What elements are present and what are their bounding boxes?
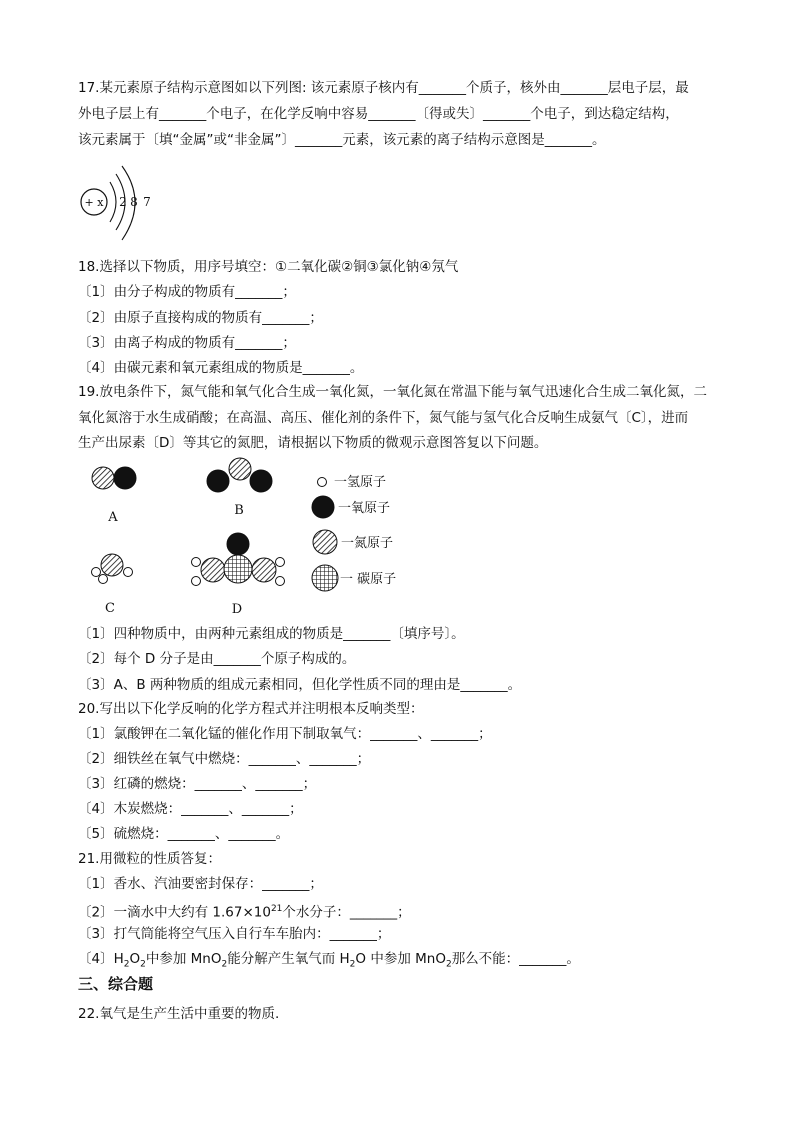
subscript: 2	[445, 959, 452, 970]
subscript: 2	[349, 959, 356, 970]
q18-line-5: 〔4〕由碳元素和氧元素组成的物质是_______。	[78, 360, 364, 376]
q19-question-2: 〔2〕每个 D 分子是由_______个原子构成的。	[78, 651, 356, 667]
shell-arc-1	[110, 182, 116, 222]
label-a: A	[108, 510, 118, 525]
legend	[312, 475, 396, 591]
q20-line-2: 〔1〕氯酸钾在二氧化锰的催化作用下制取氧气：_______、_______；	[78, 726, 492, 742]
shell-3-electrons: 7	[143, 195, 151, 209]
q21-line-3	[78, 900, 411, 922]
q22-line-1: 22.氧气是生产生活中重要的物质.	[78, 1006, 280, 1022]
label-b: B	[234, 503, 244, 518]
hydrogen-atom	[92, 568, 101, 577]
nitrogen-atom	[252, 558, 276, 582]
q17-line-3: 该元素属于〔填“金属”或“非金属”〕_______元素，该元素的离子结构示意图是_______。	[78, 132, 606, 148]
oxygen-atom	[207, 470, 229, 492]
molecule-a	[92, 467, 136, 489]
q19-intro-1: 19.放电条件下，氮气能和氧气化合生成一氧化氮，一氧化氮在常温下能与氧气迅速化合生成二氧化氮，二	[78, 384, 707, 400]
nucleus-label: + x	[84, 196, 104, 209]
shell-2-electrons: 8	[130, 195, 138, 209]
q18-line-4: 〔3〕由离子构成的物质有_______；	[78, 335, 296, 351]
molecule-diagram	[80, 455, 420, 625]
text-part: 〔4〕H	[78, 951, 124, 967]
q17-line-1: 17.某元素原子结构示意图如以下列图: 该元素原子核内有_______个质子，核外由_______层电子层，最	[78, 80, 689, 96]
label-d: D	[231, 602, 243, 617]
q21-exponent: 21	[270, 904, 283, 914]
q20-line-3: 〔2〕细铁丝在氧气中燃烧：_______、_______；	[78, 751, 371, 767]
label-c: C	[105, 601, 115, 616]
q18-line-1: 18.选择以下物质，用序号填空：①二氧化碳②铜③氯化钠④氖气	[78, 259, 459, 275]
q19-intro-2: 氧化氮溶于水生成硝酸；在高温、高压、催化剂的条件下，氮气能与氢气化合反响生成氨气〔C〕，进而	[78, 410, 689, 426]
nitrogen-atom	[201, 558, 225, 582]
text-part: 那么不能：_______。	[451, 951, 580, 967]
atom-structure-diagram	[76, 160, 166, 250]
q21-line-3-after: 个水分子：_______；	[282, 904, 411, 921]
q18-line-3: 〔2〕由原子直接构成的物质有_______；	[78, 310, 323, 326]
subscript: 2	[123, 959, 130, 970]
molecule-b	[207, 458, 272, 492]
q19-question-3: 〔3〕A、B 两种物质的组成元素相同，但化学性质不同的理由是_______。	[78, 677, 522, 693]
hydrogen-atom	[276, 558, 285, 567]
molecule-c	[92, 554, 133, 584]
q20-line-5: 〔4〕木炭燃烧：_______、_______；	[78, 801, 303, 817]
oxygen-atom	[114, 467, 136, 489]
legend-carbon-label: 一 碳原子	[340, 572, 397, 587]
q21-line-4: 〔3〕打气筒能将空气压入自行车车胎内：_______；	[78, 926, 391, 942]
q21-line-2: 〔1〕香水、汽油要密封保存：_______；	[78, 876, 323, 892]
legend-nitrogen-label: 一氮原子	[341, 536, 394, 551]
legend-nitrogen-swatch	[313, 530, 337, 554]
q21-line-5	[78, 950, 580, 974]
text-part: 中参加 MnO	[145, 951, 222, 967]
molecule-d	[192, 533, 285, 586]
hydrogen-atom	[192, 558, 201, 567]
subscript: 2	[140, 959, 146, 970]
legend-carbon-swatch	[312, 565, 338, 591]
legend-oxygen-swatch	[312, 496, 334, 518]
shell-1-electrons: 2	[119, 195, 127, 209]
nitrogen-atom	[101, 554, 123, 576]
q17-line-2: 外电子层上有_______个电子，在化学反响中容易_______〔得或失〕_______个电子，到达稳定结构，	[78, 106, 679, 122]
text-part: 能分解产生氧气而 H	[227, 951, 350, 967]
nitrogen-atom	[92, 467, 114, 489]
q19-question-1: 〔1〕四种物质中，由两种元素组成的物质是_______〔填序号〕。	[78, 626, 465, 642]
q18-line-2: 〔1〕由分子构成的物质有_______；	[78, 284, 296, 300]
legend-hydrogen-swatch	[318, 478, 327, 487]
hydrogen-atom	[99, 575, 108, 584]
oxygen-atom	[227, 533, 249, 555]
legend-oxygen-label: 一氧原子	[338, 501, 391, 516]
text-part: O	[129, 951, 141, 967]
hydrogen-atom	[276, 577, 285, 586]
q20-line-4: 〔3〕红磷的燃烧：_______、_______；	[78, 776, 317, 792]
subscript: 2	[221, 959, 228, 970]
q21-line-1: 21.用微粒的性质答复：	[78, 851, 221, 867]
legend-hydrogen-label: 一氢原子	[334, 475, 387, 490]
carbon-atom	[224, 555, 252, 583]
q20-line-6: 〔5〕硫燃烧：_______、_______。	[78, 826, 290, 842]
hydrogen-atom	[124, 568, 133, 577]
oxygen-atom	[250, 470, 272, 492]
q19-intro-3: 生产出尿素〔D〕等其它的氮肥，请根据以下物质的微观示意图答复以下问题。	[78, 435, 548, 451]
q21-line-3-before: 〔2〕一滴水中大约有 1.67×10	[78, 904, 271, 921]
section-heading: 三、综合题	[78, 975, 154, 993]
q20-line-1: 20.写出以下化学反响的化学方程式并注明根本反响类型：	[78, 701, 424, 717]
text-part: O 中参加 MnO	[355, 951, 446, 967]
hydrogen-atom	[192, 577, 201, 586]
nitrogen-atom	[229, 458, 251, 480]
